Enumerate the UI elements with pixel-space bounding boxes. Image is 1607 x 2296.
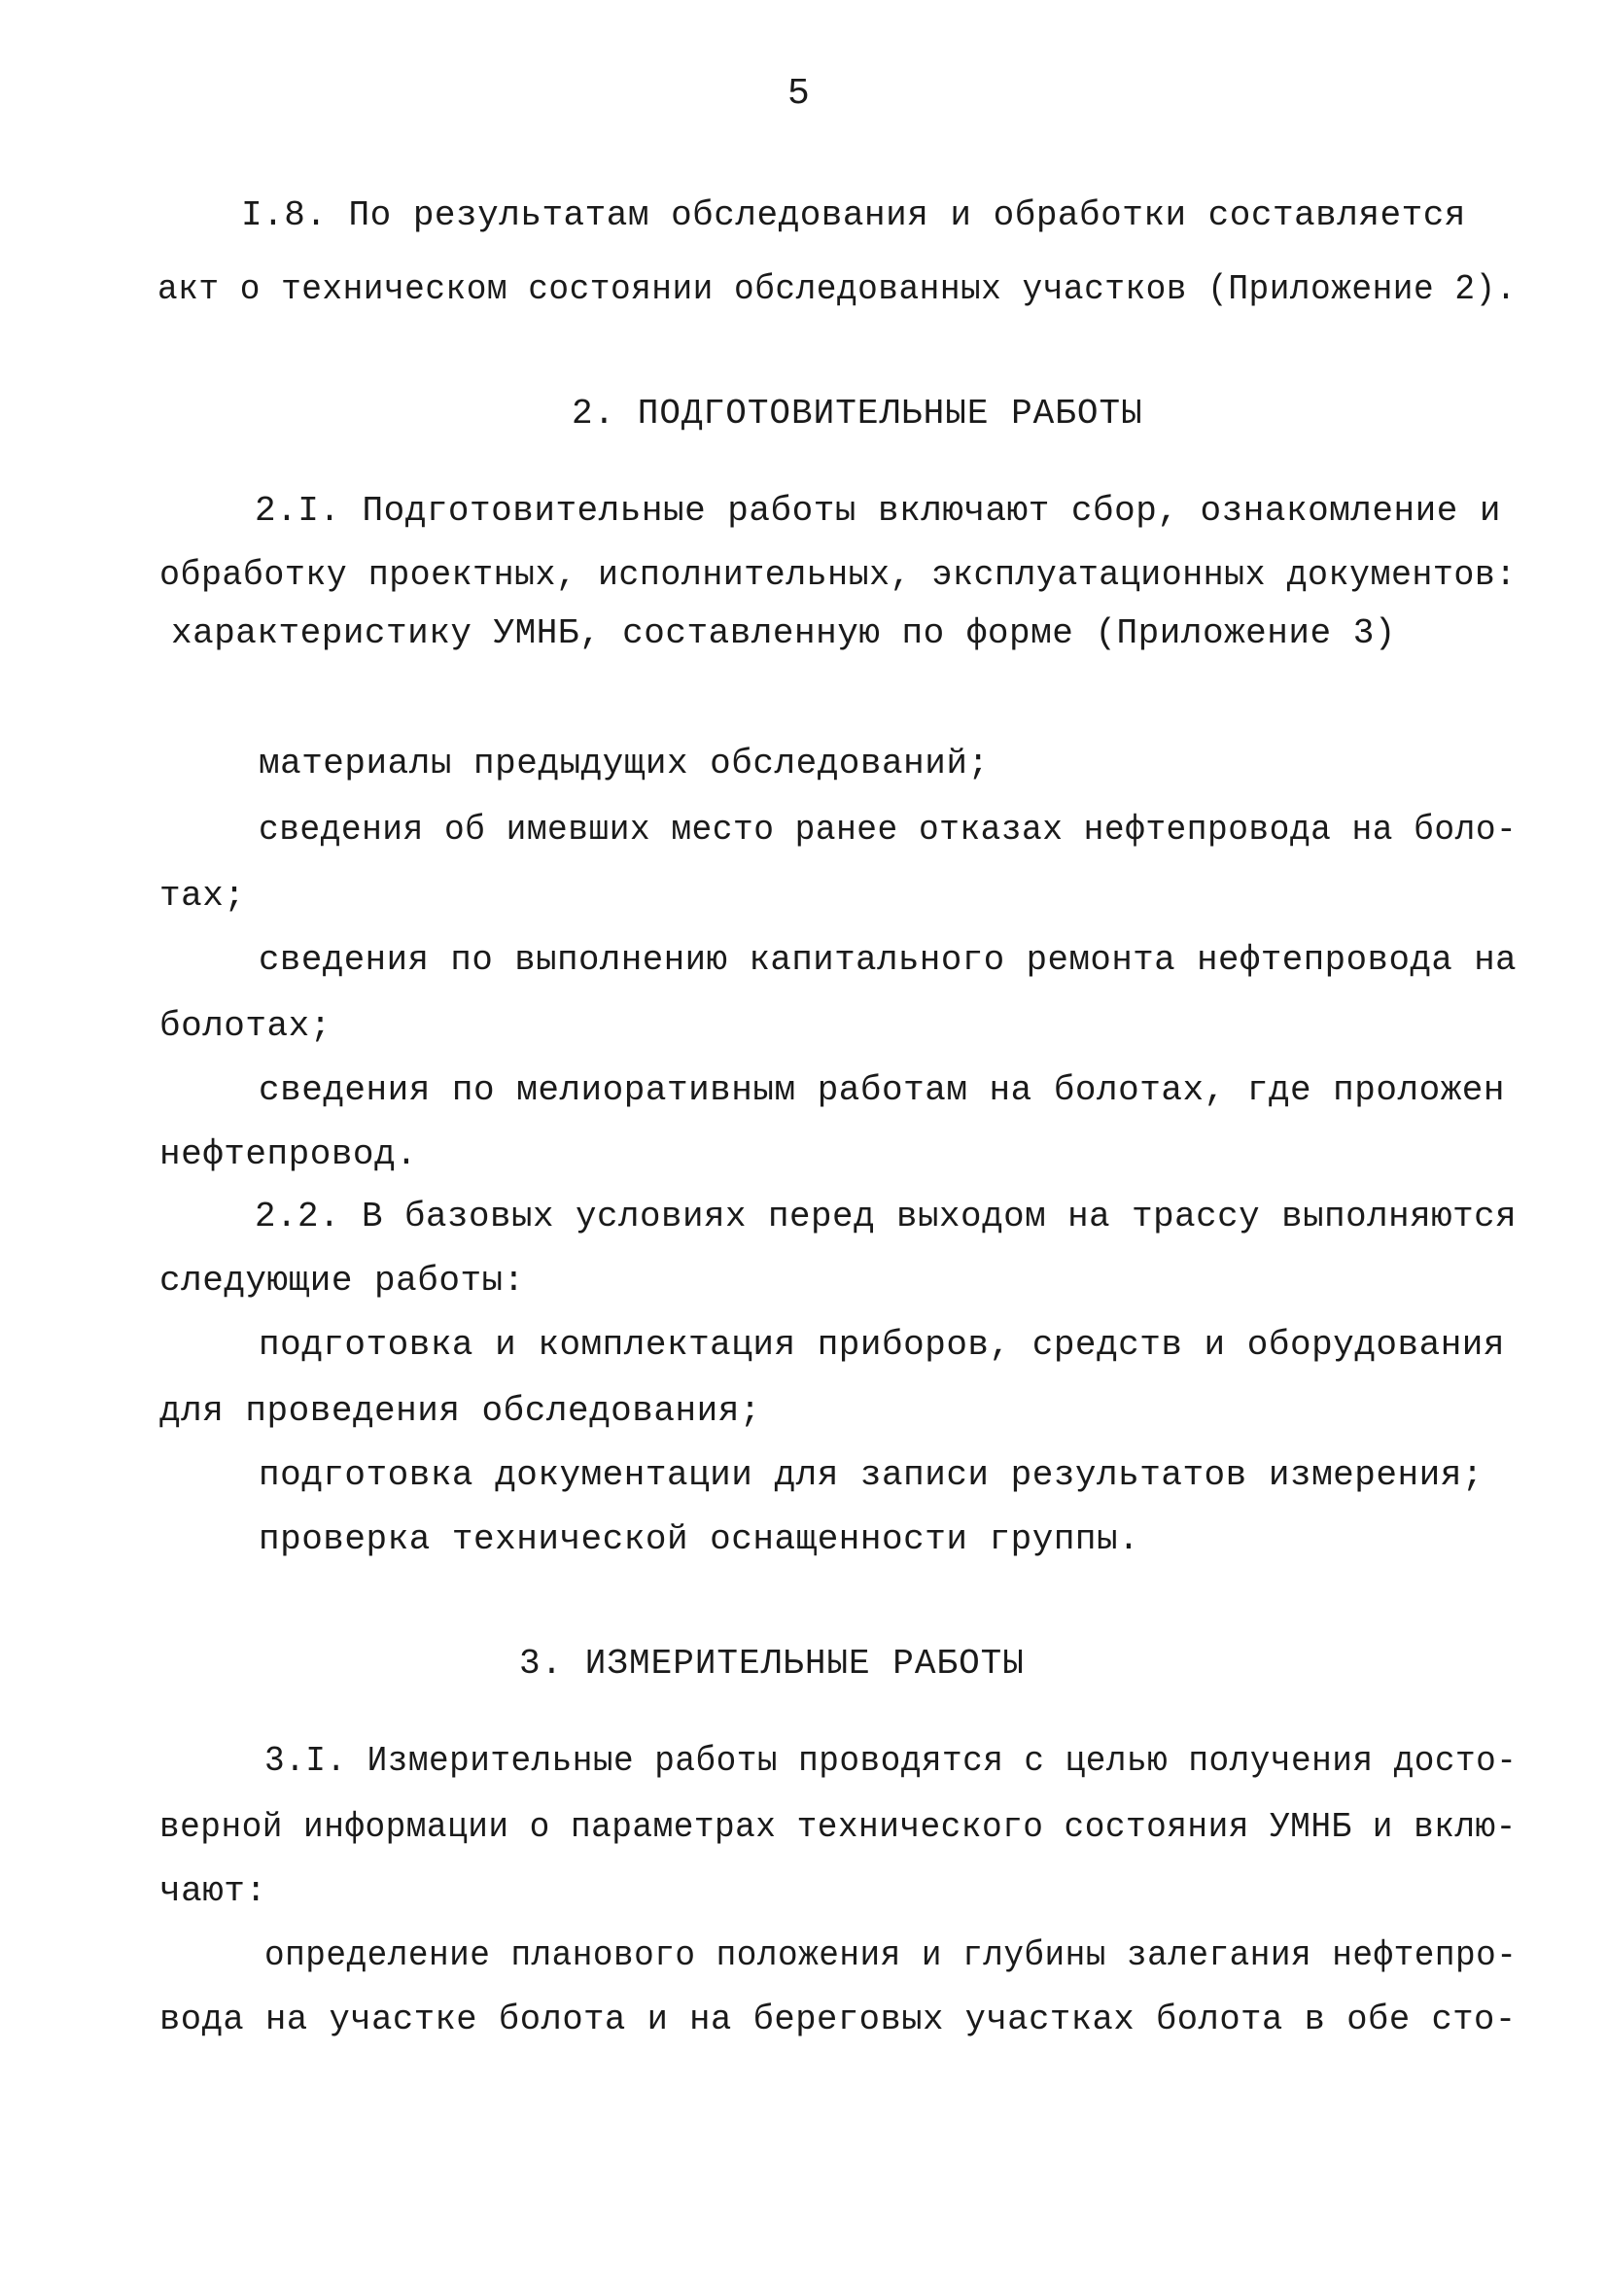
section-2-heading: 2. ПОДГОТОВИТЕЛЬНЫЕ РАБОТЫ [572,394,1143,434]
paragraph-2-1-line-2: обработку проектных, исполнительных, эксплуатационных документов: [159,555,1517,595]
paragraph-2-1-line-1: 2.I. Подготовительные работы включают сбор, ознакомление и [255,491,1502,531]
list-item: подготовка и комплектация приборов, средств и оборудования [259,1325,1506,1365]
section-3-heading: 3. ИЗМЕРИТЕЛЬНЫЕ РАБОТЫ [519,1644,1025,1684]
page-number: 5 [787,73,811,115]
list-item: сведения по выполнению капитального ремонта нефтепровода на [259,940,1518,980]
list-item: проверка технической оснащенности группы. [259,1519,1140,1559]
list-item: материалы предыдущих обследований; [259,744,990,783]
paragraph-1-8-line-2: акт о техническом состоянии обследованных участков (Приложение 2). [157,269,1517,309]
list-item: сведения об имевших место ранее отказах нефтепровода на боло- [259,810,1518,850]
paragraph-2-1-line-3: характеристику УМНБ, составленную по форме (Приложение 3) [171,613,1396,653]
list-item: сведения по мелиоративным работам на болотах, где проложен [259,1070,1506,1110]
list-item-continuation: болотах; [159,1006,332,1046]
list-item-continuation: для проведения обследования; [159,1391,761,1431]
paragraph-2-2-line-2: следующие работы: [159,1261,525,1301]
paragraph-1-8-line-1: I.8. По результатам обследования и обработки составляется [241,195,1466,235]
list-item: подготовка документации для записи результатов измерения; [259,1455,1484,1495]
paragraph-3-1-line-3: чают: [159,1871,267,1911]
list-item-continuation: тах; [159,876,246,916]
list-item-continuation: вода на участке болота и на береговых участках болота в обе сто- [159,2000,1517,2039]
paragraph-3-1-line-2: верной информации о параметрах технического состояния УМНБ и вклю- [159,1807,1517,1847]
paragraph-2-2-line-1: 2.2. В базовых условиях перед выходом на трассу выполняются [255,1197,1518,1236]
list-item: определение планового положения и глубины залегания нефтепро- [264,1935,1518,1975]
list-item-continuation: нефтепровод. [159,1134,418,1174]
paragraph-3-1-line-1: 3.I. Измерительные работы проводятся с целью получения досто- [264,1741,1518,1781]
